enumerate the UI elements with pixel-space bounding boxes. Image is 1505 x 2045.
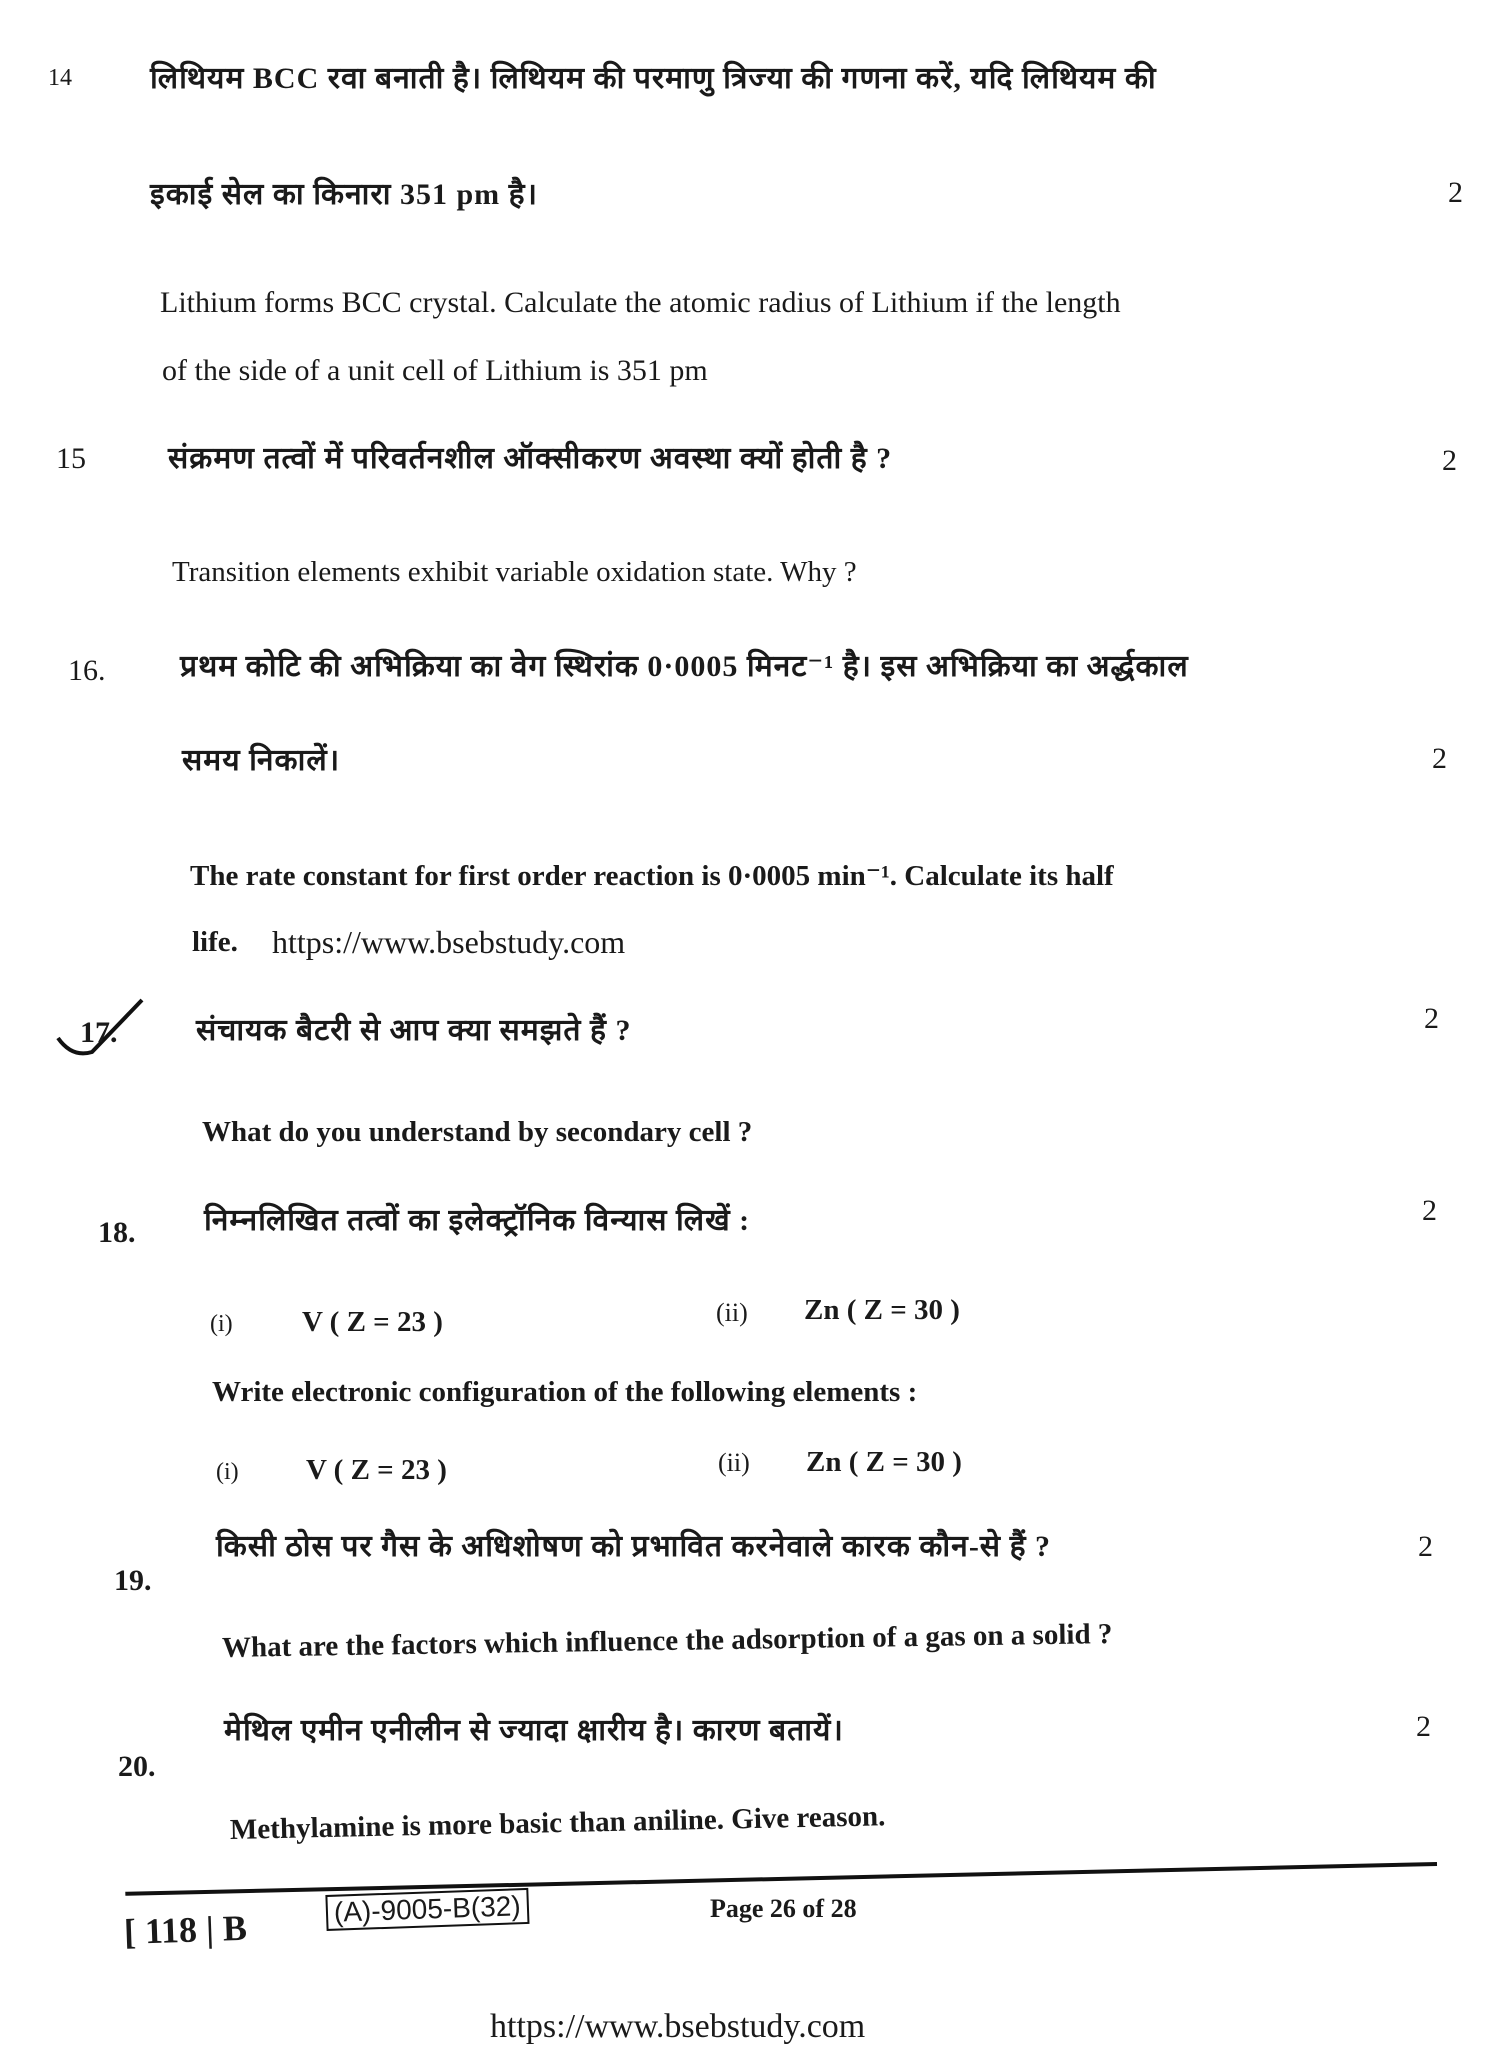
question-english: What are the factors which influence the adsorption of a gas on a solid ? [221, 1618, 1113, 1664]
footer-code-box: (A)-9005-B(32) [325, 1888, 529, 1931]
question-number: 14 [48, 65, 72, 91]
question-english: of the side of a unit cell of Lithium is 351 pm [162, 354, 708, 387]
question-marks: 2 [1432, 742, 1447, 775]
bottom-url[interactable]: https://www.bsebstudy.com [490, 2008, 866, 2045]
question-english: Write electronic configuration of the following elements : [212, 1376, 918, 1408]
option-label: (ii) [718, 1448, 750, 1477]
question-number: 16. [68, 654, 106, 687]
question-english: Lithium forms BCC crystal. Calculate the atomic radius of Lithium if the length [160, 286, 1121, 319]
question-english: What do you understand by secondary cell ? [202, 1116, 753, 1148]
question-number: 19. [114, 1564, 152, 1597]
question-hindi: समय निकालें। [182, 744, 341, 777]
question-number: 15 [56, 442, 86, 475]
option-text: V ( Z = 23 ) [302, 1306, 443, 1338]
question-number: 17. [80, 1016, 118, 1049]
question-marks: 2 [1448, 176, 1463, 209]
question-english: Transition elements exhibit variable oxidation state. Why ? [172, 556, 857, 588]
question-hindi: संक्रमण तत्वों में परिवर्तनशील ऑक्सीकरण अवस्था क्यों होती है ? [168, 442, 893, 475]
question-marks: 2 [1416, 1710, 1431, 1743]
option-text: Zn ( Z = 30 ) [806, 1446, 962, 1478]
question-hindi: मेथिल एमीन एनीलीन से ज्यादा क्षारीय है। कारण बतायें। [224, 1714, 844, 1747]
footer-paper-code: [ 118 | B [123, 1907, 248, 1952]
option-text: V ( Z = 23 ) [306, 1454, 447, 1486]
page-number: Page 26 of 28 [710, 1894, 857, 1923]
question-hindi: संचायक बैटरी से आप क्या समझते हैं ? [196, 1014, 632, 1047]
question-hindi: लिथियम BCC रवा बनाती है। लिथियम की परमाणु त्रिज्या की गणना करें, यदि लिथियम की [150, 62, 1157, 95]
footer-rule [125, 1862, 1437, 1896]
question-english: Methylamine is more basic than aniline. Give reason. [229, 1800, 886, 1846]
question-hindi: प्रथम कोटि की अभिक्रिया का वेग स्थिरांक 0·0005 मिनट⁻¹ है। इस अभिक्रिया का अर्द्धकाल [180, 650, 1189, 683]
question-number: 20. [118, 1750, 156, 1783]
question-english: life. [192, 926, 238, 958]
question-hindi: किसी ठोस पर गैस के अधिशोषण को प्रभावित करनेवाले कारक कौन-से हैं ? [216, 1530, 1052, 1563]
option-label: (i) [216, 1459, 239, 1485]
question-marks: 2 [1424, 1002, 1439, 1035]
question-marks: 2 [1442, 444, 1457, 477]
question-hindi: इकाई सेल का किनारा 351 pm है। [150, 178, 538, 211]
question-number: 18. [98, 1216, 136, 1249]
option-label: (ii) [716, 1298, 748, 1327]
option-label: (i) [210, 1311, 233, 1337]
option-text: Zn ( Z = 30 ) [804, 1294, 960, 1326]
question-marks: 2 [1422, 1194, 1437, 1227]
question-english: The rate constant for first order reaction is 0·0005 min⁻¹. Calculate its half [190, 860, 1114, 892]
watermark-url[interactable]: https://www.bsebstudy.com [272, 924, 626, 960]
question-marks: 2 [1418, 1530, 1433, 1563]
question-hindi: निम्नलिखित तत्वों का इलेक्ट्रॉनिक विन्यास लिखें : [204, 1204, 751, 1237]
